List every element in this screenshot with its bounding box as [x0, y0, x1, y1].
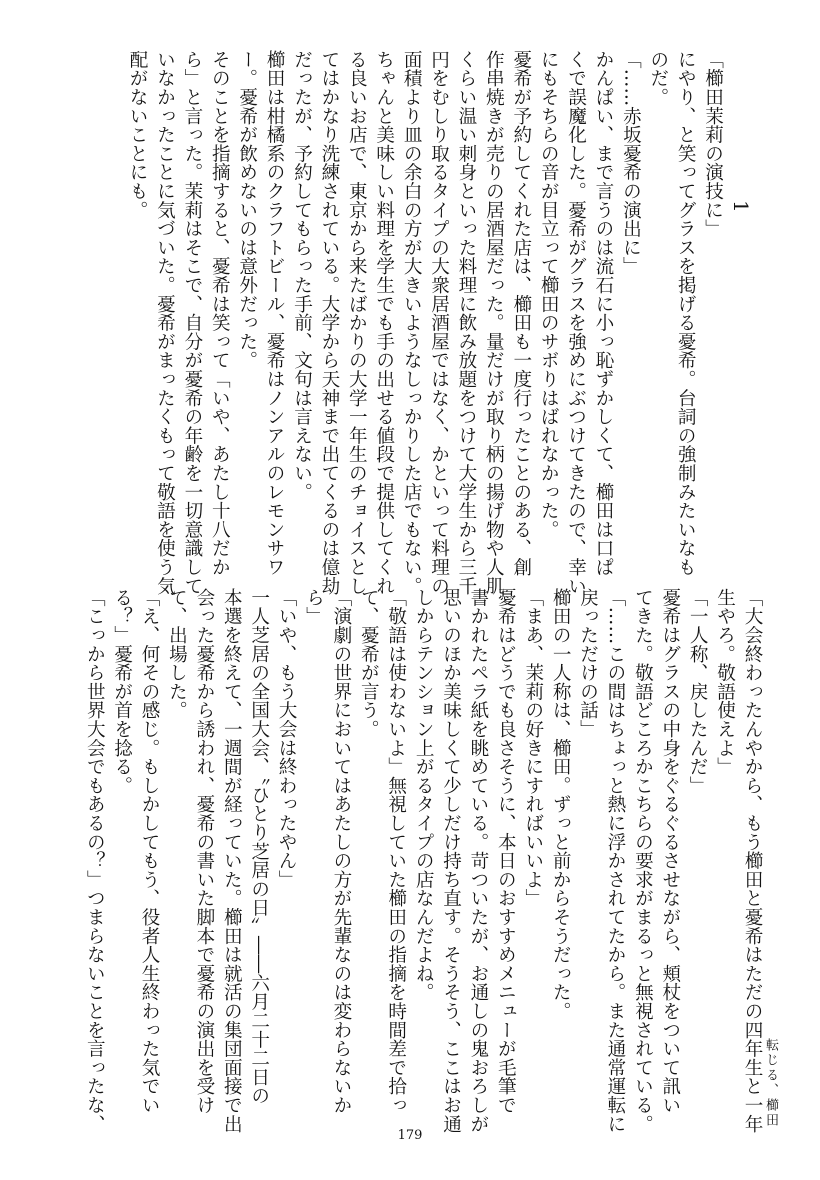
text-line: 会った憂希から誘われ、憂希の書いた脚本で憂希の演出を受け: [193, 588, 215, 1115]
running-header: 転じる、櫛田: [763, 1038, 778, 1128]
text-line: てきた。敬語どころかこちらの要求がまるっと無視されている。: [632, 588, 654, 1134]
text-line: ちゃんと美味しい料理を学生でも手の出せる値段で提供してくれ: [373, 50, 395, 596]
text-line: いなかったことに気づいた。憂希がまったくもって敬語を使う気: [154, 50, 176, 596]
text-line: だったが、予約してもらった手前、文句は言えない。: [291, 50, 313, 502]
text-line: 「こっから世界大会でもあるの？」つまらないことを言ったな、: [84, 588, 106, 1134]
text-line: 憂希が予約してくれた店は、櫛田も一度行ったことのある、創: [510, 50, 532, 577]
text-line: 憂希はどうでも良さそうに、本日のおすすめメニューが毛筆で: [495, 588, 517, 1115]
text-line: 一人芝居の全国大会、〝ひとり芝居の日〟――六月二十二日の: [248, 588, 270, 1106]
text-line: 櫛田は柑橘系のクラフトビール、憂希はノンアルのレモンサワ: [264, 50, 286, 577]
text-line: 思いのほか美味しくて少しだけ持ち直す。そうそう、ここはお通: [440, 588, 462, 1134]
text-line: 「まあ、茉莉の好きにすればいいよ」: [522, 588, 544, 908]
text-line: る良いお店で、東京から来たばかりの大学一年生のチョイスとし: [346, 50, 368, 596]
text-line: 書かれたペラ紙を眺めている。苛ついたが、お通しの鬼おろしが: [467, 588, 489, 1134]
text-line: 配がないことにも。: [127, 50, 149, 220]
text-line: てはかなり洗練されている。大学から天神まで出てくるのは億劫: [318, 50, 340, 596]
text-line: 「……この間はちょっと熱に浮かされてたから。また通常運転に: [604, 588, 626, 1134]
text-line: 面積より皿の余白の方が大きいようなしっかりした店でもない。: [401, 50, 423, 596]
upper-text-block: [114, 50, 754, 596]
lower-text-block: [84, 588, 766, 1134]
text-line: かんぱい、まで言うのは流石に小っ恥ずかしくて、櫛田は口ぱ: [592, 50, 614, 577]
text-line: そのことを指摘すると、憂希は笑って「いや、あたし十八だか: [209, 50, 231, 577]
text-line: 「……赤坂憂希の演出に」: [620, 50, 642, 276]
text-line: のだ。: [647, 50, 669, 107]
text-line: にやり、と笑ってグラスを掲げる憂希。台詞の強制みたいなも: [675, 50, 697, 577]
page-number: 179: [397, 1128, 423, 1143]
text-line: て、出場した。: [166, 588, 188, 720]
text-line: 「え、何その感じ。もしかしてもう、役者人生終わった気でい: [139, 588, 161, 1115]
text-line: 本選を終えて、一週間が経っていた。櫛田は就活の集団面接で出: [221, 588, 243, 1134]
text-line: くらい温い刺身といった料理に飲み放題をつけて大学生から三千: [455, 50, 477, 596]
text-line: 円をむしり取るタイプの大衆居酒屋ではなく、かといって料理の: [428, 50, 450, 596]
text-line: 「櫛田茉莉の演技に」: [702, 50, 724, 238]
text-line: ら」と言った。茉莉はそこで、自分が憂希の年齢を一切意識して: [181, 50, 203, 596]
text-line: にもそちらの音が目立って櫛田のサボりはばれなかった。: [538, 50, 560, 539]
text-line: 生やろ。敬語使えよ」: [714, 588, 736, 776]
text-line: 櫛田の一人称は、櫛田。ずっと前からそうだった。: [550, 588, 572, 1021]
text-line: くで誤魔化した。憂希がグラスを強めにぶつけてきたので、幸い: [565, 50, 587, 596]
text-line: しからテンション上がるタイプの店なんだよね。: [413, 588, 435, 1002]
text-line: て、憂希が言う。: [358, 588, 380, 739]
text-line: 「敬語は使わないよ」無視していた櫛田の指摘を時間差で拾っ: [385, 588, 407, 1115]
text-line: 「大会終わったんやから、もう櫛田と憂希はただの四年生と一年: [742, 588, 763, 1134]
text-line: 「いや、もう大会は終わったやん」: [276, 588, 298, 889]
text-line: ら」: [303, 588, 325, 626]
text-line: 憂希はグラスの中身をぐるぐるさせながら、頬杖をついて訊い: [659, 588, 681, 1115]
text-line: 戻っただけの話」: [577, 588, 599, 739]
text-line: 「一人称、戻したんだ」: [687, 588, 709, 795]
text-line: ー。憂希が飲めないのは意外だった。: [236, 50, 258, 370]
text-line: 「演劇の世界においてはあたしの方が先輩なのは変わらないか: [330, 588, 352, 1115]
text-line: る？」憂希が首を捻る。: [111, 588, 133, 795]
chapter-number: 1: [729, 200, 753, 213]
text-line: 作串焼きが売りの居酒屋だった。量だけが取り柄の揚げ物や人肌: [483, 50, 505, 596]
